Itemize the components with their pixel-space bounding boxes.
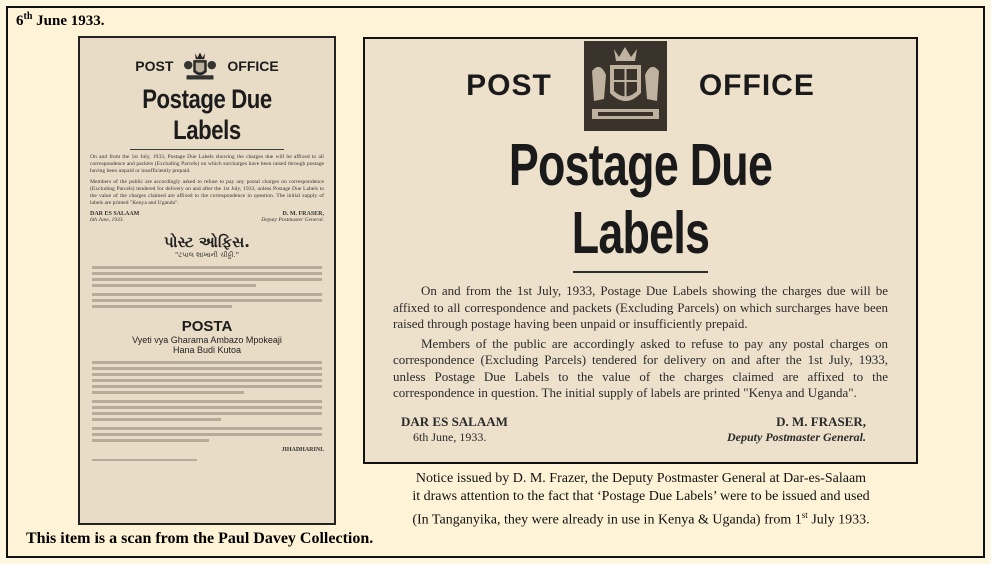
scan-caption xyxy=(362,470,920,530)
swahili-subtitle-2: Hana Budi Kutoa xyxy=(172,345,242,355)
royal-crest-icon xyxy=(584,41,667,131)
notice-header xyxy=(393,41,888,131)
signature-name: D. M. FRASER, xyxy=(282,211,324,217)
post-word: POST xyxy=(466,69,552,102)
office-word: OFFICE xyxy=(698,69,815,102)
notice-paragraph-1: On and from the 1st July, 1933, Postage Due Labels showing the charges due will be affixed to all correspondence and packets (Excluding Parcels) on which surcharges have been raised through postage having been unpaid or insufficiently prepaid. xyxy=(393,283,888,331)
notice-paragraph-2: Members of the public are accordingly asked to refuse to pay any postal charges on correspondence (Excluding Parcels) tendered for delivery on and after the 1st July, 1933, unless Postage Due Labels to the value of the charges claimed are affixed to the correspondence in question. The initial supply of labels are printed "Kenya and Uganda". xyxy=(90,179,324,206)
signature-title: Deputy Postmaster General. xyxy=(261,217,324,223)
notice-scan-detail xyxy=(363,37,918,464)
page-date: 6th June 1933. xyxy=(16,11,105,29)
gujarati-text-block xyxy=(90,266,324,308)
notice-header xyxy=(90,50,324,82)
caption-line-3: (In Tanganyika, they were already in use in Kenya & Uganda) from 1st July 1933. xyxy=(412,510,870,528)
gujarati-title: પોસ્ટ ઓફિસ. xyxy=(164,233,250,251)
signature-block-2 xyxy=(393,430,888,445)
royal-crest-icon xyxy=(183,50,217,82)
signature-place: DAR ES SALAAM xyxy=(90,211,140,217)
gujarati-subtitle: "ટપાલ શાખાની ચીઠ્ઠી." xyxy=(175,251,239,259)
signature-block xyxy=(393,414,888,430)
signature-name: D. M. FRASER, xyxy=(776,413,866,429)
caption-line-1: Notice issued by D. M. Frazer, the Deputy Postmaster General at Dar-es-Salaam xyxy=(415,471,867,486)
divider xyxy=(130,149,284,150)
signature-date: 6th June, 1933. xyxy=(413,429,487,444)
swahili-text-block xyxy=(90,361,324,442)
signature-title: Deputy Postmaster General. xyxy=(727,429,866,444)
post-word: POST xyxy=(135,58,174,74)
swahili-subtitle-1: Vyeti vya Gharama Ambazo Mpokeaji xyxy=(132,335,282,345)
notice-paragraph-2: Members of the public are accordingly asked to refuse to pay any postal charges on correspondence (Excluding Parcels) tendered for delivery on and after the 1st July, 1933, unless Postage Due Labels to the value of the charges claimed are affixed to the correspondence in question. The initial supply of labels are printed "Kenya and Uganda". xyxy=(393,335,888,400)
signature-date: 6th June, 1933. xyxy=(90,217,124,223)
swahili-title: POSTA xyxy=(181,318,233,335)
notice-scan-full xyxy=(78,36,336,525)
divider xyxy=(573,271,708,273)
signature-block-2 xyxy=(90,217,324,223)
notice-title: Postage Due Labels xyxy=(508,132,773,266)
signature-place: DAR ES SALAAM xyxy=(401,413,508,429)
caption-line-2: it draws attention to the fact that ‘Postage Due Labels’ were to be issued and used xyxy=(412,489,870,504)
notice-paragraph-1: On and from the 1st July, 1933, Postage Due Labels showing the charges due will be affixed to all correspondence and packets (Excluding Parcels) on which surcharges have been raised through postage having been unpaid or insufficiently prepaid. xyxy=(90,154,324,174)
office-word: OFFICE xyxy=(227,58,279,74)
printer-imprint xyxy=(90,459,324,461)
collection-credit: This item is a scan from the Paul Davey Collection. xyxy=(26,530,374,547)
notice-title: Postage Due Labels xyxy=(142,84,272,145)
swahili-closing: JIHADHARINI. xyxy=(281,447,324,453)
